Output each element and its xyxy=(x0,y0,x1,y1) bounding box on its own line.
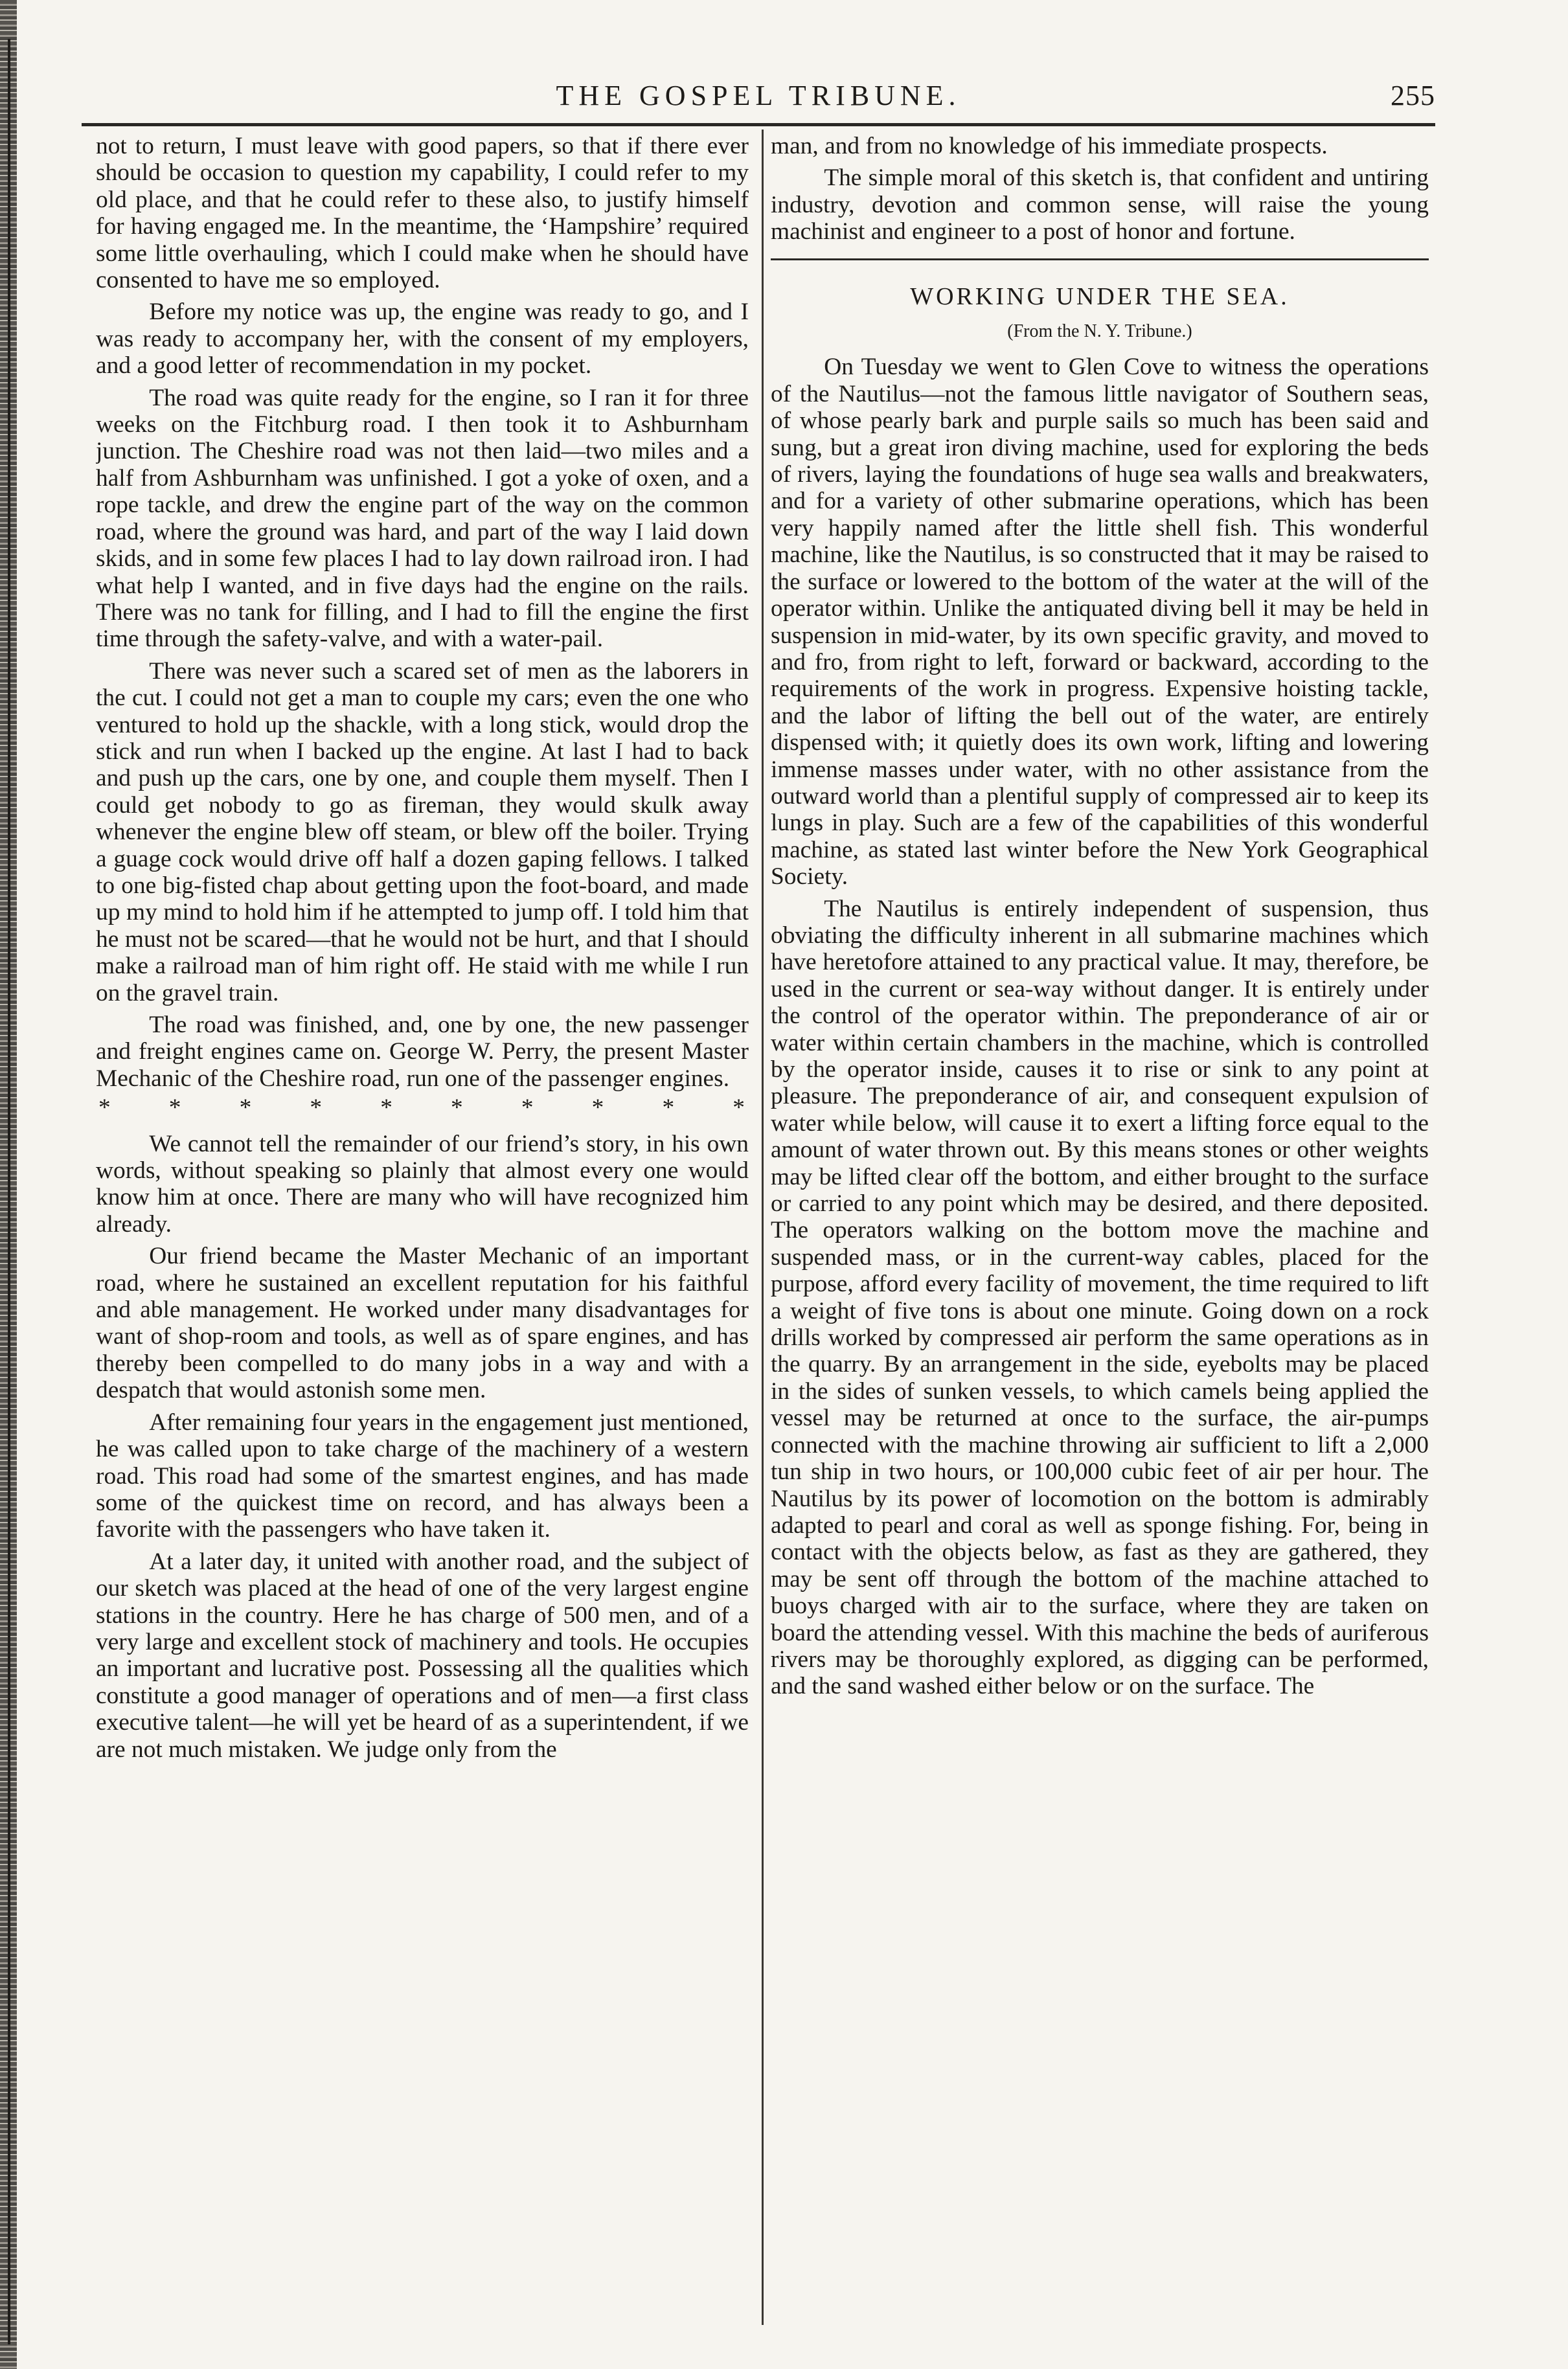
column-divider xyxy=(762,130,764,2325)
right-column xyxy=(771,133,1429,2335)
paragraph: The simple moral of this sketch is, that confident and untiring industry, devotion and common sense, will raise the young machinist and engineer to a post of honor and fortune. xyxy=(771,164,1429,245)
article-source: (From the N. Y. Tribune.) xyxy=(1007,321,1192,342)
paragraph: After remaining four years in the engagement just mentioned, he was called upon to take charge of the machinery of a western road. This road had some of the smartest engines, and has made some of the quickest time on record, and has always been a favorite with the passengers who have taken it. xyxy=(96,1409,749,1543)
paragraph: Our friend became the Master Mechanic of an important road, where he sustained an excellent reputation for his faithful and able management. He worked under many disadvantages for want of shop-room and tools, as well as of spare engines, and has thereby been compelled to do many jobs in a way and with a despatch that would astonish some men. xyxy=(96,1243,749,1404)
paragraph: The road was finished, and, one by one, the new passenger and freight engines came on. George W. Perry, the present Master Mechanic of the Cheshire road, run one of the passenger engines. xyxy=(96,1012,749,1092)
left-column xyxy=(96,133,749,2335)
paragraph: Before my notice was up, the engine was ready to go, and I was ready to accompany her, with the consent of my employers, and a good letter of recommendation in my pocket. xyxy=(96,299,749,380)
paragraph: not to return, I must leave with good papers, so that if there ever should be occasion to question my capability, I could refer to my old place, and that he could refer to these also, to justify himself for having engaged me. In the meantime, the ‘Hampshire’ required some little overhauling, which I could make when he should have consented to have me so employed. xyxy=(96,133,749,294)
paragraph: On Tuesday we went to Glen Cove to witness the operations of the Nautilus—not the famous little navigator of Southern seas, of whose pearly bark and purple sails so much has been said and sung, but a great iron diving machine, used for exploring the beds of rivers, laying the foundations of huge sea walls and breakwaters, and for a variety of other submarine operations, which has been very happily named after the little shell fish. This wonderful machine, like the Nautilus, is so constructed that it may be raised to the surface or lowered to the bottom of the water at the will of the operator within. Unlike the antiquated diving bell it may be held in suspension in mid-water, by its own specific gravity, and moved to and fro, from right to left, forward or backward, according to the requirements of the work in progress. Expensive hoisting tackle, and the labor of lifting the bell out of the water, are entirely dispensed with; it quietly does its own work, lifting and lowering immense masses under water, with no other assistance from the outward world than a plentiful supply of compressed air to keep its lungs in play. Such are a few of the capabilities of this wonderful machine, as stated last winter before the New York Geographical Society. xyxy=(771,354,1429,890)
section-break-stars: * * * * * * * * * * xyxy=(98,1094,746,1122)
header-rule xyxy=(82,123,1435,126)
paragraph: At a later day, it united with another road, and the subject of our sketch was placed at the head of one of the very largest engine stations in the country. Here he has charge of 500 men, and of a very large and excellent stock of machinery and tools. He occupies an important and lucrative post. Possessing all the qualities which constitute a good manager of operations and of men—a first class executive talent—he will yet be heard of as a superintendent, if we are not much mistaken. We judge only from the xyxy=(96,1548,749,1763)
article-title: WORKING UNDER THE SEA. xyxy=(910,282,1290,310)
paragraph: The Nautilus is entirely independent of suspension, thus obviating the difficulty inherent in all submarine machines which have heretofore attained to any practical value. It may, therefore, be used in the current or sea-way without danger. It is entirely under the control of the operator within. The preponderance of air or water within certain chambers in the machine, which is controlled by the operator inside, causes it to rise or sink to any point at pleasure. The preponderance of air, and consequent expulsion of water while below, will cause it to exert a lifting force equal to the amount of water thrown out. By this means stones or other weights may be lifted clear off the bottom, and either brought to the surface or carried to any point which may be desired, and there deposited. The operators walking on the bottom move the machine and suspended mass, or in the current-way cables, placed for the purpose, afford every facility of movement, the time required to lift a weight of five tons is about one minute. Going down on a rock drills worked by compressed air perform the same operations as in the quarry. By an arrangement in the side, eyebolts may be placed in the sides of sunken vessels, to which camels being applied the vessel may be returned at once to the surface, the air-pumps connected with the machine throwing air sufficient to lift a 2,000 tun ship in two hours, or 100,000 cubic feet of air per hour. The Nautilus by its power of locomotion on the bottom is admirably adapted to pearl and coral as well as sponge fishing. For, being in contact with the objects below, as fast as they are gathered, they may be sent off through the bottom of the machine attached to buoys charged with air to the surface, where they are taken on board the attending vessel. With this machine the beds of auriferous rivers may be thoroughly explored, as digging can be performed, and the sand washed either below or on the surface. The xyxy=(771,895,1429,1700)
binding-line xyxy=(8,39,10,2344)
paragraph: There was never such a scared set of men as the laborers in the cut. I could not get a man to couple my cars; even the one who ventured to hold up the shackle, with a long stick, would drop the stick and run when I backed up the engine. At last I had to back and push up the cars, one by one, and couple them myself. Then I could get nobody to go as fireman, they would skulk away whenever the engine blew off steam, or blew off the boiler. Trying a guage cock would drive off half a dozen gaping fellows. I talked to one big-fisted chap about getting upon the foot-board, and made up my mind to hold him if he attempted to jump off. I told him that he must not be scared—that he would not be hurt, and that I should make a railroad man of him right off. He staid with me while I run on the gravel train. xyxy=(96,657,749,1006)
article-separator-rule xyxy=(771,258,1429,260)
paragraph: The road was quite ready for the engine, so I ran it for three weeks on the Fitchburg road. I then took it to Ashburnham junction. The Cheshire road was not then laid—two miles and a half from Ashburnham was unfinished. I got a yoke of oxen, and a rope tackle, and drew the engine part of the way on the common road, where the ground was hard, and part of the way I laid down skids, and in some few places I had to lay down railroad iron. I had what help I wanted, and in five days had the engine on the rails. There was no tank for filling, and I had to fill the engine the first time through the safety-valve, and with a water-pail. xyxy=(96,384,749,653)
paragraph: man, and from no knowledge of his immediate prospects. xyxy=(771,133,1328,159)
page-number: 255 xyxy=(1391,80,1435,111)
paragraph: We cannot tell the remainder of our friend’s story, in his own words, without speaking so plainly that almost every one would know him at once. There are many who will have recognized him already. xyxy=(96,1130,749,1238)
publication-title: THE GOSPEL TRIBUNE. xyxy=(556,79,961,111)
running-header xyxy=(82,75,1435,115)
